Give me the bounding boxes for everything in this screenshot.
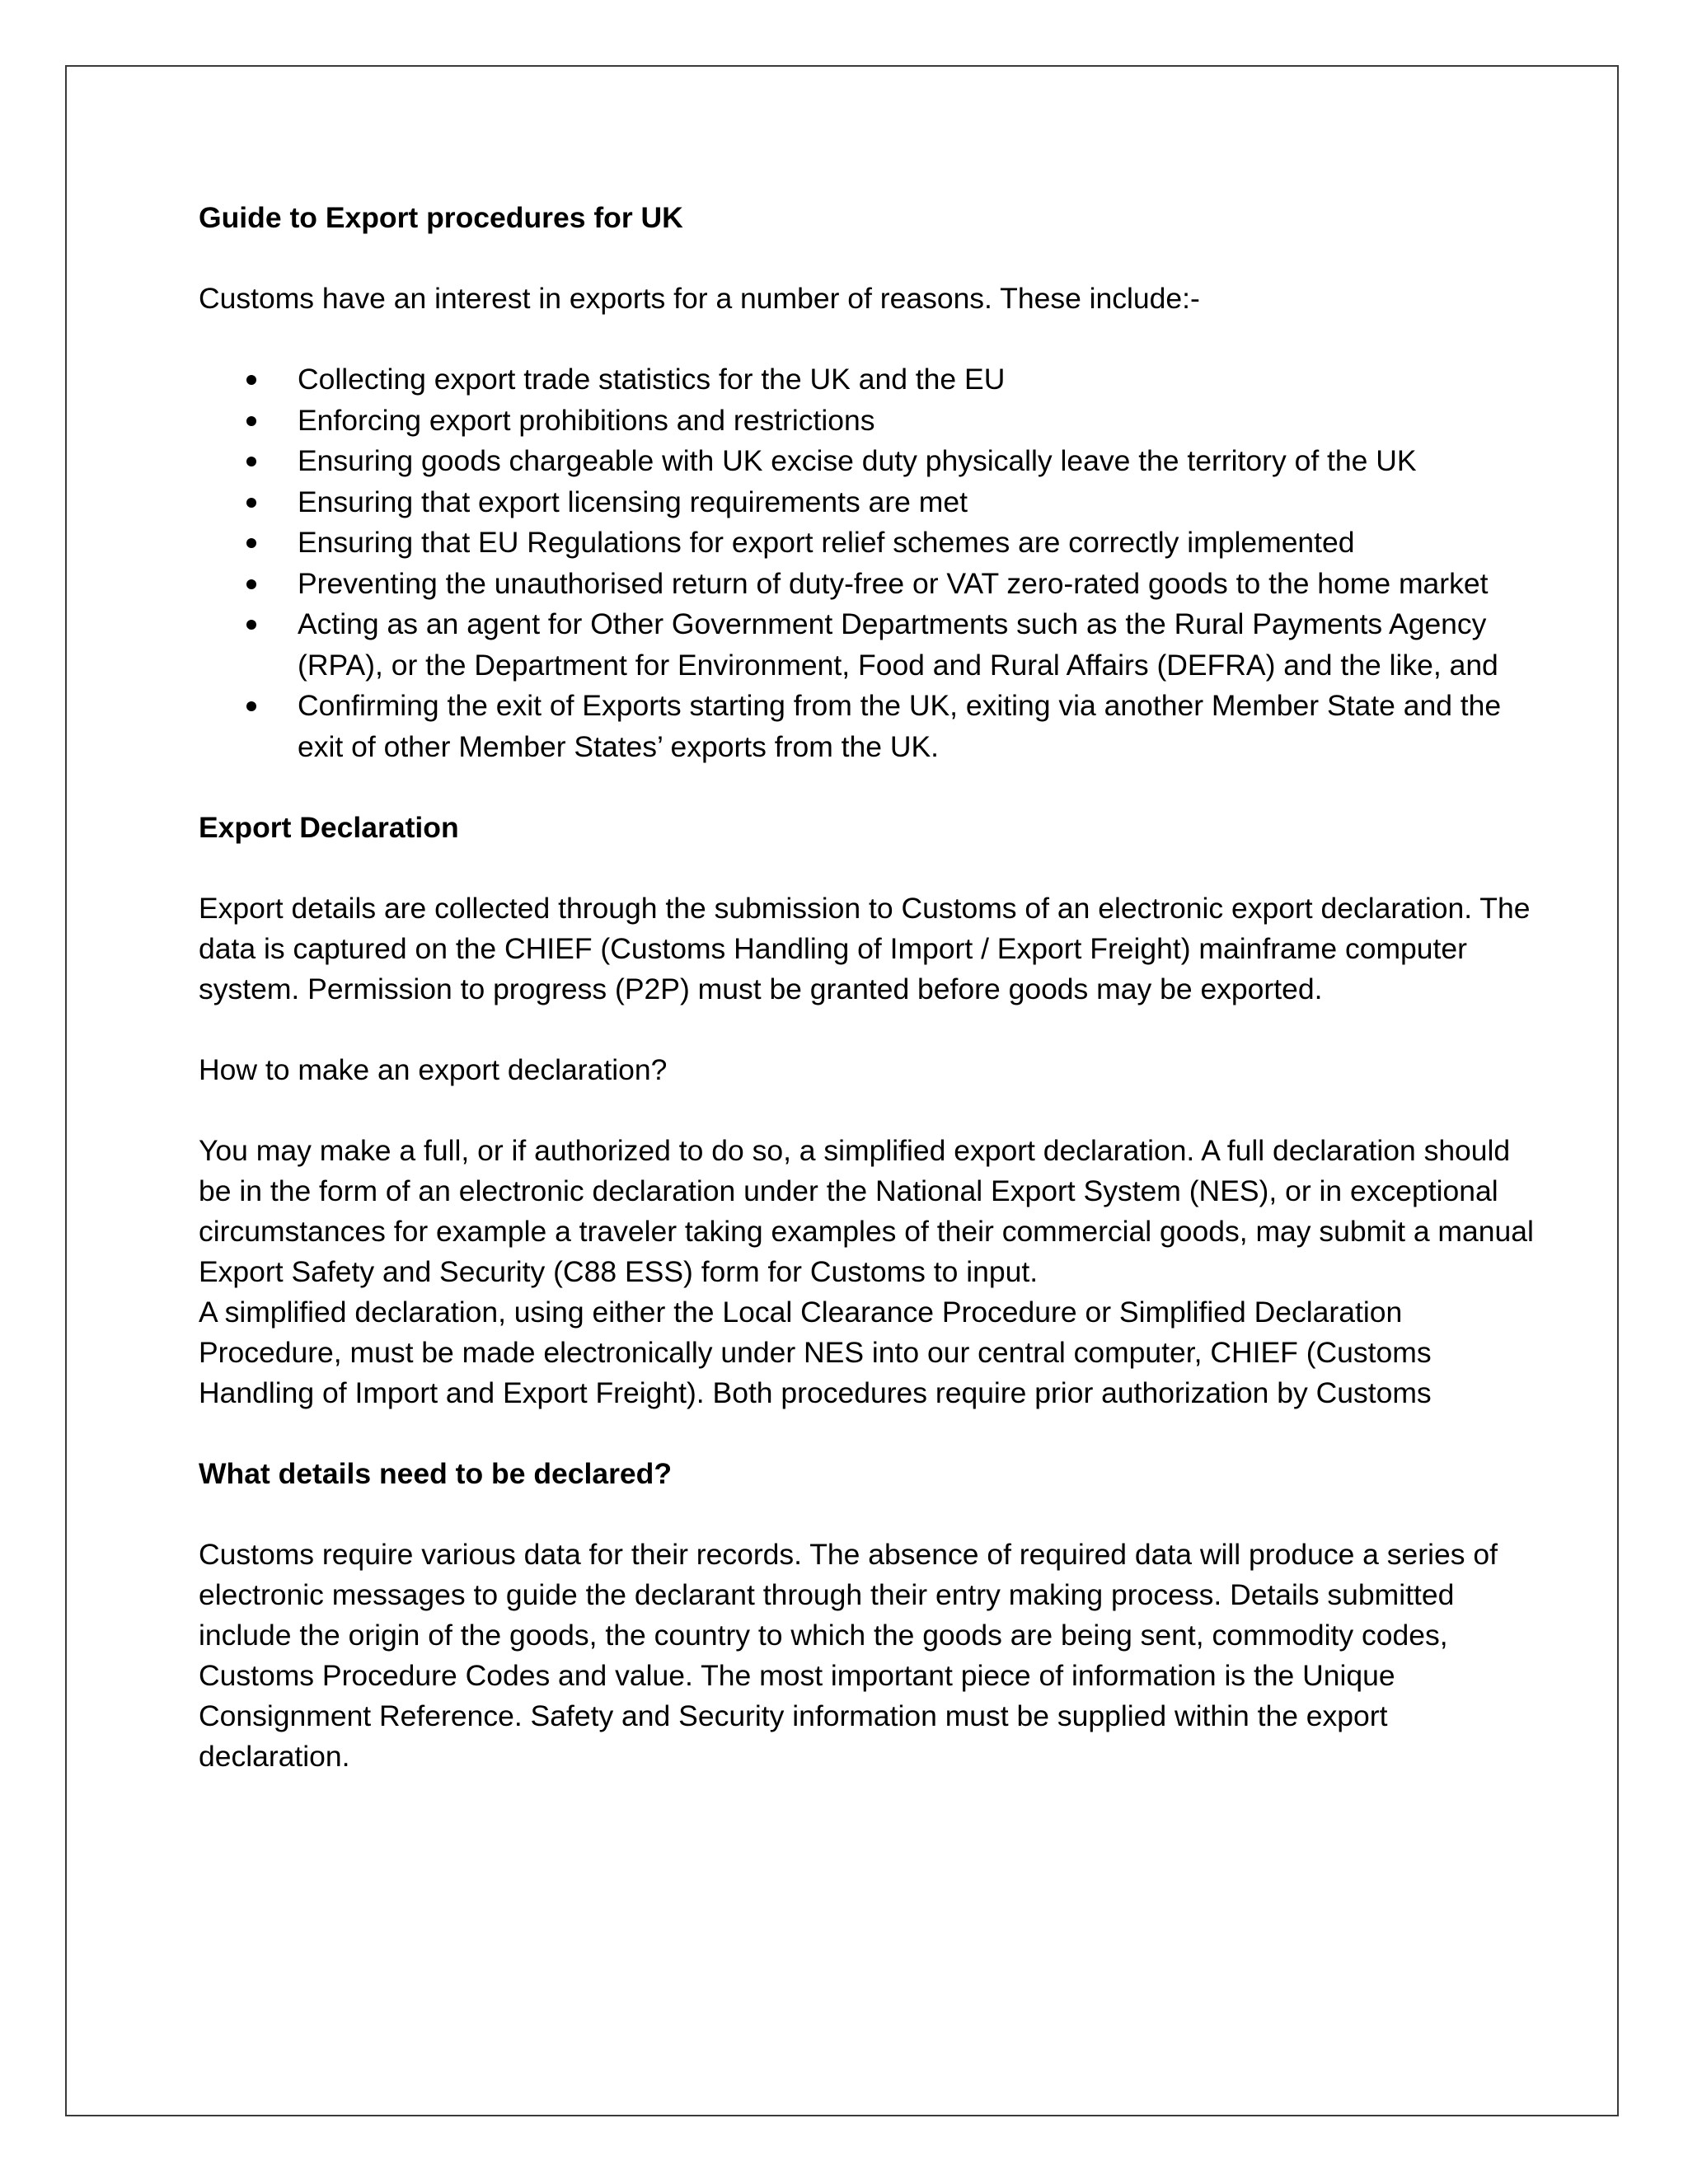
reasons-list (199, 359, 1534, 767)
export-declaration-heading: Export Declaration (199, 811, 459, 844)
full-declaration-paragraph: You may make a full, or if authorized to do so, a simplified export declaration. A full declaration should be in the form of an electronic declaration under the National Export System (NES), or in exceptional circumstances for example a traveler taking examples of their commercial goods, may submit a manual Export Safety and Security (C88 ESS) form for Customs to input. (199, 1134, 1534, 1288)
how-to-question: How to make an export declaration? (199, 1053, 668, 1086)
export-declaration-paragraph: Export details are collected through the submission to Customs of an electronic export declaration. The data is captured on the CHIEF (Customs Handling of Import / Export Freight) mainframe computer system. Permission to progress (P2P) must be granted before goods may be exported. (199, 892, 1531, 1005)
document-title: Guide to Export procedures for UK (199, 201, 683, 234)
list-item: Collecting export trade statistics for the UK and the EU (199, 359, 1534, 401)
list-item: Enforcing export prohibitions and restrictions (199, 401, 1534, 442)
details-paragraph: Customs require various data for their records. The absence of required data will produce a series of electronic messages to guide the declarant through their entry making process. Details submitted include the origin of the goods, the country to which the goods are being sent, commodity codes, Customs Procedure Codes and value. The most important piece of information is the Unique Consignment Reference. Safety and Security information must be supplied within the export declaration. (199, 1538, 1498, 1773)
list-item: Acting as an agent for Other Government Departments such as the Rural Payments Agency (RPA), or the Department for Environment, Food and Rural Affairs (DEFRA) and the like, and (199, 604, 1534, 686)
bullet-icon (246, 416, 256, 426)
document-body (199, 198, 1534, 1777)
bullet-icon (246, 579, 256, 589)
bullet-icon (246, 457, 256, 466)
intro-text: Customs have an interest in exports for a number of reasons. These include:- (199, 282, 1200, 315)
bullet-icon (246, 538, 256, 548)
list-item: Ensuring goods chargeable with UK excise duty physically leave the territory of the UK (199, 441, 1534, 482)
list-item: Ensuring that EU Regulations for export relief schemes are correctly implemented (199, 523, 1534, 564)
bullet-icon (246, 498, 256, 508)
list-item: Ensuring that export licensing requirements are met (199, 482, 1534, 523)
simplified-declaration-paragraph: A simplified declaration, using either the Local Clearance Procedure or Simplified Declaration Procedure, must be made electronically under NES into our central computer, CHIEF (Customs Handling of Import and Export Freight). Both procedures require prior authorization by Customs (199, 1296, 1432, 1409)
list-item: Confirming the exit of Exports starting from the UK, exiting via another Member State and the exit of other Member States’ exports from the UK. (199, 686, 1534, 767)
bullet-icon (246, 375, 256, 385)
bullet-icon (246, 701, 256, 711)
list-item: Preventing the unauthorised return of duty-free or VAT zero-rated goods to the home market (199, 564, 1534, 605)
details-heading: What details need to be declared? (199, 1457, 673, 1490)
bullet-icon (246, 620, 256, 630)
